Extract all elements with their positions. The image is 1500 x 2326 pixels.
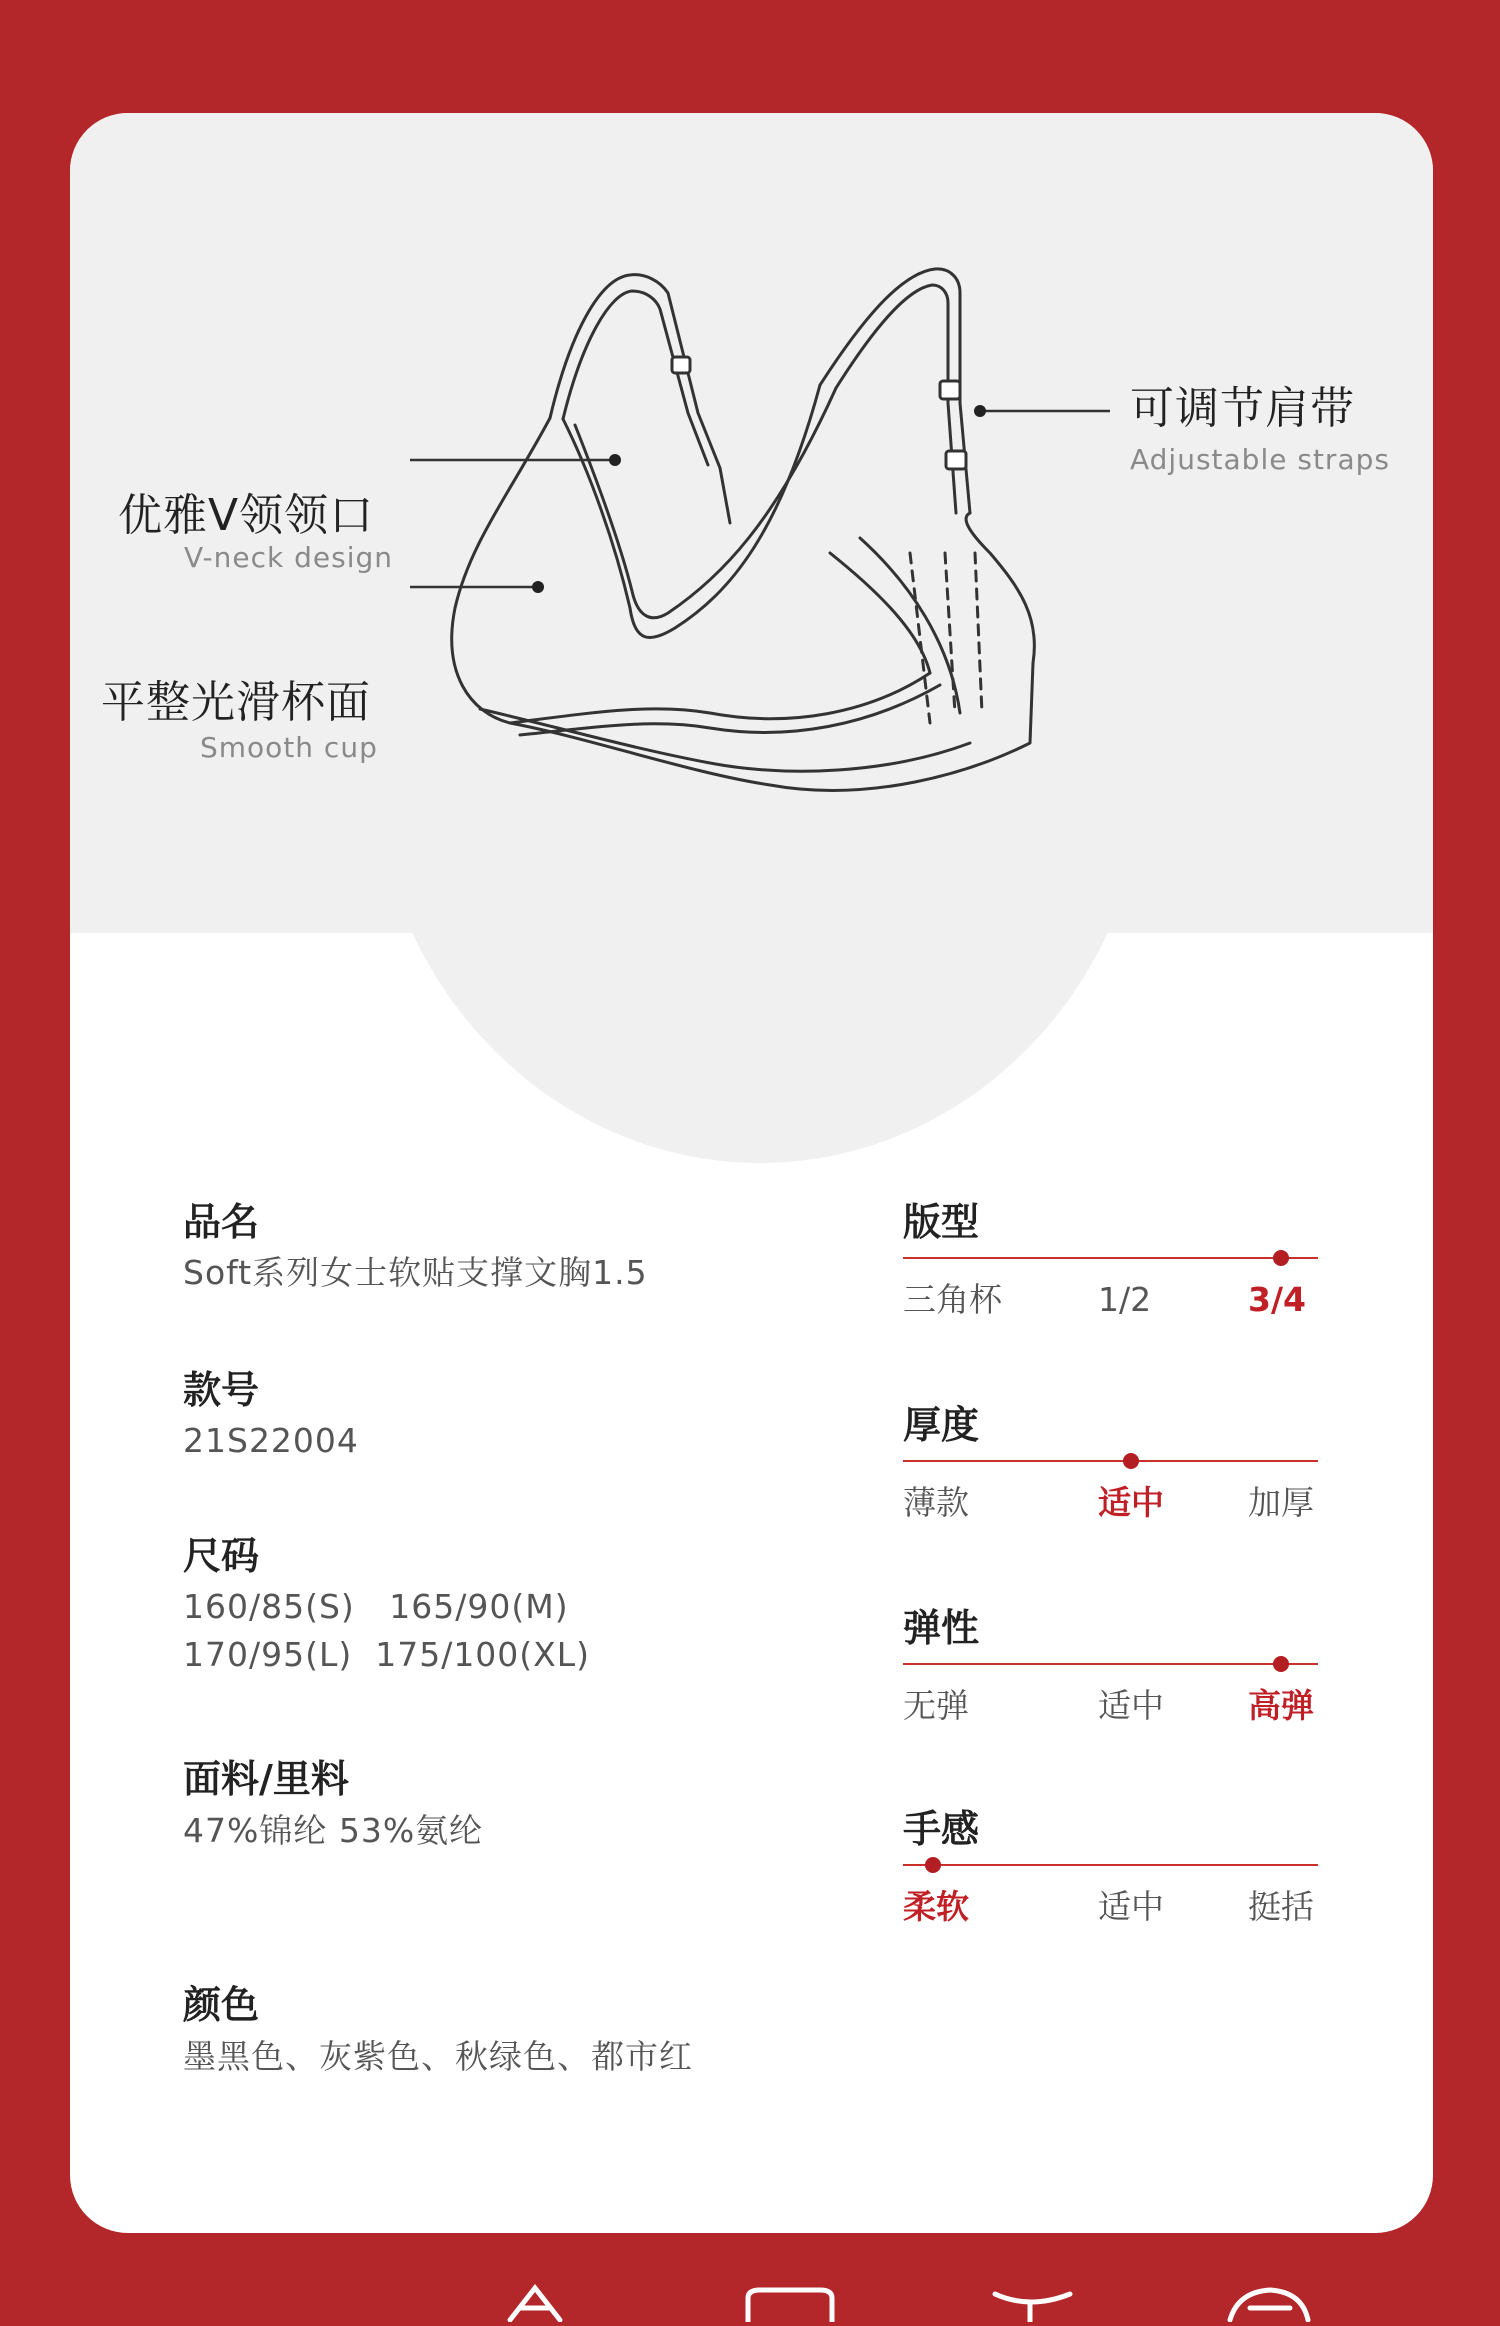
spec-code-value: 21S22004 [183,1421,359,1460]
scale-tick-label: 挺括 [1248,1887,1314,1926]
bottom-icon-strip [0,2280,1500,2322]
box-icon [748,2290,832,2322]
spec-fabric-value: 47%锦纶 53%氨纶 [183,1811,484,1850]
scale-tick-label: 适中 [1098,1887,1164,1926]
scale-tick-label: 柔软 [903,1887,969,1926]
feature-vneck-title: 优雅V领领口 [118,490,375,541]
feature-cup-subtitle: Smooth cup [200,731,378,764]
scale-marker [1273,1656,1289,1672]
scale-title: 厚度 [903,1403,980,1447]
product-card [70,113,1433,2233]
scale-title: 弹性 [903,1606,980,1650]
scale-tick-label: 加厚 [1248,1483,1314,1522]
scale-tick-label: 三角杯 [903,1280,1002,1319]
scale-title: 版型 [903,1200,980,1244]
spec-size-value-2: 170/95(L) 175/100(XL) [183,1635,591,1674]
spec-color-value: 墨黑色、灰紫色、秋绿色、都市红 [183,2037,693,2076]
feature-straps-subtitle: Adjustable straps [1130,443,1390,476]
scale-tick-label: 3/4 [1248,1280,1306,1319]
spec-size-label: 尺码 [183,1534,260,1578]
scale-marker [925,1857,941,1873]
badge-icon [1230,2290,1308,2320]
scale-tick-label: 1/2 [1098,1280,1152,1319]
scale-title: 手感 [903,1807,980,1851]
spec-code-label: 款号 [183,1368,260,1412]
scale-track [903,1460,1318,1462]
scale-marker [1123,1453,1139,1469]
scale-track [903,1663,1318,1665]
spec-name-label: 品名 [183,1200,260,1244]
sparkle-icon [510,2288,560,2320]
scale-marker [1273,1250,1289,1266]
scale-track [903,1864,1318,1866]
spec-size-value-1: 160/85(S) 165/90(M) [183,1587,569,1626]
scale-tick-label: 薄款 [903,1483,969,1522]
feature-cup-title: 平整光滑杯面 [101,677,371,728]
hanger-icon [995,2294,1070,2322]
scale-tick-label: 适中 [1098,1686,1164,1725]
spec-color-label: 颜色 [183,1983,260,2027]
feature-straps-title: 可调节肩带 [1130,383,1355,434]
scale-tick-label: 高弹 [1248,1686,1314,1725]
feature-vneck-subtitle: V-neck design [184,541,393,574]
scale-tick-label: 适中 [1098,1483,1164,1522]
spec-name-value: Soft系列女士软贴支撑文胸1.5 [183,1253,648,1292]
scale-track [903,1257,1318,1259]
scale-tick-label: 无弹 [903,1686,969,1725]
spec-fabric-label: 面料/里料 [183,1757,349,1801]
